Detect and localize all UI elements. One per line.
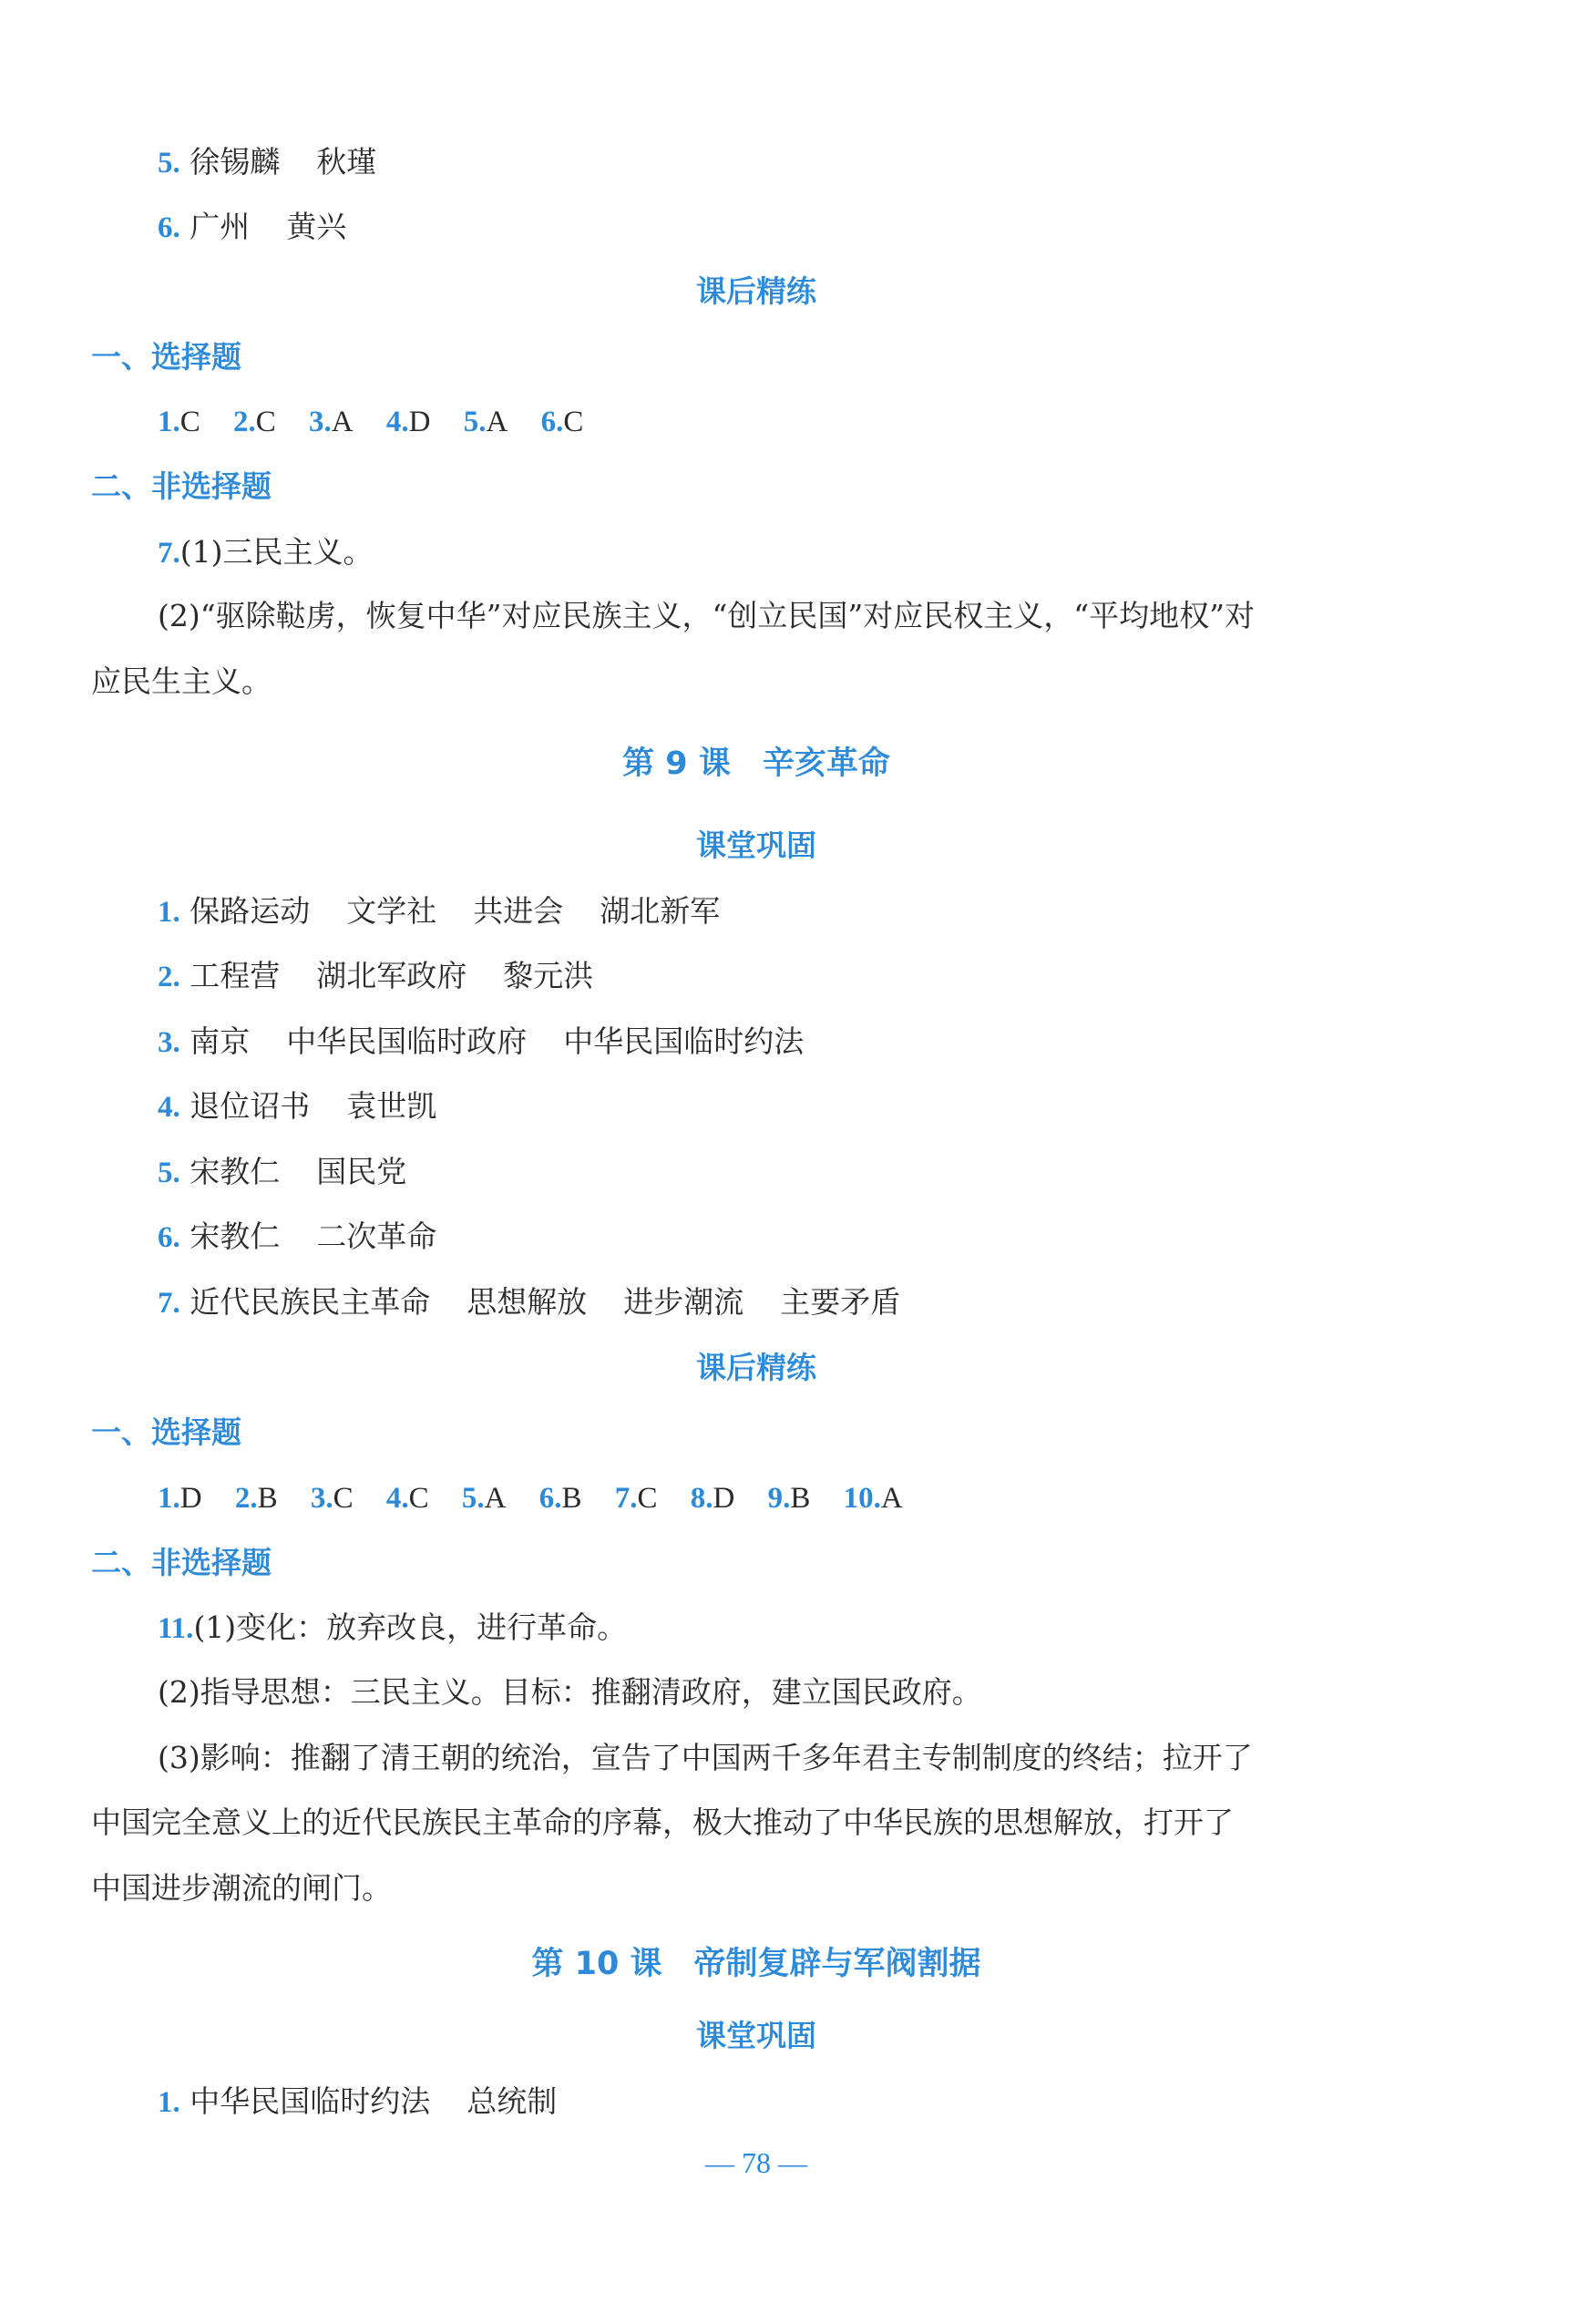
mc-answers-row: [158, 404, 583, 440]
item-number: 4.: [385, 406, 409, 438]
answer-text: 国民党: [316, 1154, 407, 1189]
answer-line: (2)“驱除鞑虏，恢复中华”对应民族主义，“创立民国”对应民权主义，“平均地权”对: [158, 598, 1255, 633]
subsection-title: 一、选择题: [91, 339, 241, 375]
section-title: 课后精练: [696, 273, 816, 309]
section-title: 课堂巩固: [696, 2018, 816, 2053]
item-number: 7.: [158, 537, 180, 570]
section-title: 课堂巩固: [696, 828, 816, 863]
answer-line: [158, 534, 374, 571]
answer-text: 退位诏书: [190, 1088, 311, 1124]
answer-text: 南京: [190, 1023, 251, 1059]
choice-answer: A: [880, 1482, 903, 1515]
lesson-title: 第 10 课 帝制复辟与军阀割据: [531, 1946, 981, 1982]
answer-text: 思想解放: [467, 1284, 588, 1320]
answer-line: [158, 1023, 804, 1061]
choice-answer: D: [713, 1482, 735, 1515]
answer-text: 宋教仁: [190, 1219, 281, 1254]
item-number: 1.: [158, 2086, 180, 2119]
answer-text: 袁世凯: [346, 1088, 437, 1124]
item-number: 3.: [309, 406, 332, 438]
choice-answer: C: [255, 406, 276, 438]
answer-line: (2)指导思想：三民主义。目标：推翻清政府，建立国民政府。: [158, 1674, 982, 1710]
answer-text: 黎元洪: [503, 958, 594, 993]
item-number: 4.: [158, 1091, 180, 1124]
item-number: 6.: [158, 1221, 180, 1254]
item-number: 2.: [158, 961, 180, 993]
answer-line: [158, 1219, 436, 1256]
answer-line: [158, 144, 376, 181]
answer-text: 广州: [190, 209, 251, 244]
answer-text: 湖北军政府: [316, 958, 467, 993]
item-number: 9.: [767, 1482, 791, 1515]
item-number: 5.: [461, 1482, 485, 1515]
answer-text: (1)三民主义。: [179, 534, 374, 570]
answer-line: [158, 1284, 900, 1321]
subsection-title: 一、选择题: [91, 1414, 241, 1450]
answer-text: 文学社: [346, 893, 437, 929]
answer-text: 工程营: [190, 958, 281, 993]
item-number: 2.: [234, 1482, 258, 1515]
answer-line: [158, 209, 346, 246]
page-number: — 78 —: [705, 2146, 807, 2179]
answer-text: 中华民国临时约法: [563, 1023, 805, 1059]
item-number: 8.: [690, 1482, 713, 1515]
choice-answer: A: [484, 1482, 507, 1515]
answer-text: 徐锡麟: [190, 144, 281, 180]
answer-line: [158, 2083, 557, 2121]
item-number: 1.: [158, 896, 180, 929]
choice-answer: D: [179, 1482, 202, 1515]
item-number: 3.: [310, 1482, 333, 1515]
choice-answer: B: [561, 1482, 582, 1515]
choice-answer: C: [408, 1482, 429, 1515]
item-number: 7.: [614, 1482, 638, 1515]
item-number: 6.: [540, 406, 564, 438]
answer-line: [158, 1088, 436, 1126]
answer-text: 中华民国临时约法: [190, 2083, 431, 2119]
item-number: 5.: [158, 1157, 180, 1189]
choice-answer: A: [486, 406, 508, 438]
item-number: 11.: [158, 1612, 194, 1645]
lesson-title: 第 9 课 辛亥革命: [622, 746, 890, 782]
item-number: 6.: [538, 1482, 562, 1515]
choice-answer: C: [179, 406, 200, 438]
answer-text: 总统制: [467, 2083, 558, 2119]
answer-line: 中国进步潮流的闸门。: [91, 1870, 392, 1906]
answer-line: (3)影响：推翻了清王朝的统治，宣告了中国两千多年君主专制制度的终结；拉开了: [158, 1740, 1253, 1775]
answer-line: [158, 958, 593, 995]
answer-text: 保路运动: [190, 893, 311, 929]
answer-text: 共进会: [473, 893, 564, 929]
answer-text: (1)变化：放弃改良，进行革命。: [193, 1609, 628, 1645]
answer-line: 应民生主义。: [91, 663, 272, 699]
choice-answer: B: [790, 1482, 811, 1515]
item-number: 1.: [158, 1482, 180, 1515]
answer-text: 进步潮流: [623, 1284, 744, 1320]
item-number: 1.: [158, 406, 180, 438]
choice-answer: B: [257, 1482, 278, 1515]
answer-text: 中华民国临时政府: [286, 1023, 528, 1059]
choice-answer: D: [408, 406, 431, 438]
section-title: 课后精练: [696, 1350, 816, 1385]
mc-answers-row: [158, 1480, 903, 1517]
answer-line: 中国完全意义上的近代民族民主革命的序幕，极大推动了中华民族的思想解放，打开了: [91, 1805, 1234, 1840]
subsection-title: 二、非选择题: [91, 1545, 272, 1580]
item-number: 7.: [158, 1287, 180, 1320]
answer-text: 黄兴: [286, 209, 347, 244]
answer-line: [158, 1154, 406, 1191]
answer-text: 近代民族民主革命: [190, 1284, 431, 1320]
answer-text: 湖北新军: [600, 893, 721, 929]
item-number: 6.: [158, 211, 180, 244]
choice-answer: C: [637, 1482, 658, 1515]
subsection-title: 二、非选择题: [91, 468, 272, 504]
answer-line: [158, 1609, 627, 1647]
item-number: 5.: [158, 147, 180, 180]
item-number: 4.: [385, 1482, 409, 1515]
item-number: 2.: [233, 406, 256, 438]
item-number: 10.: [843, 1482, 881, 1515]
answer-text: 宋教仁: [190, 1154, 281, 1189]
choice-answer: C: [333, 1482, 354, 1515]
choice-answer: C: [563, 406, 584, 438]
item-number: 5.: [463, 406, 487, 438]
item-number: 3.: [158, 1026, 180, 1059]
answer-text: 二次革命: [316, 1219, 437, 1254]
answer-line: [158, 893, 720, 931]
choice-answer: A: [331, 406, 354, 438]
answer-text: 主要矛盾: [780, 1284, 901, 1320]
answer-text: 秋瑾: [316, 144, 377, 180]
